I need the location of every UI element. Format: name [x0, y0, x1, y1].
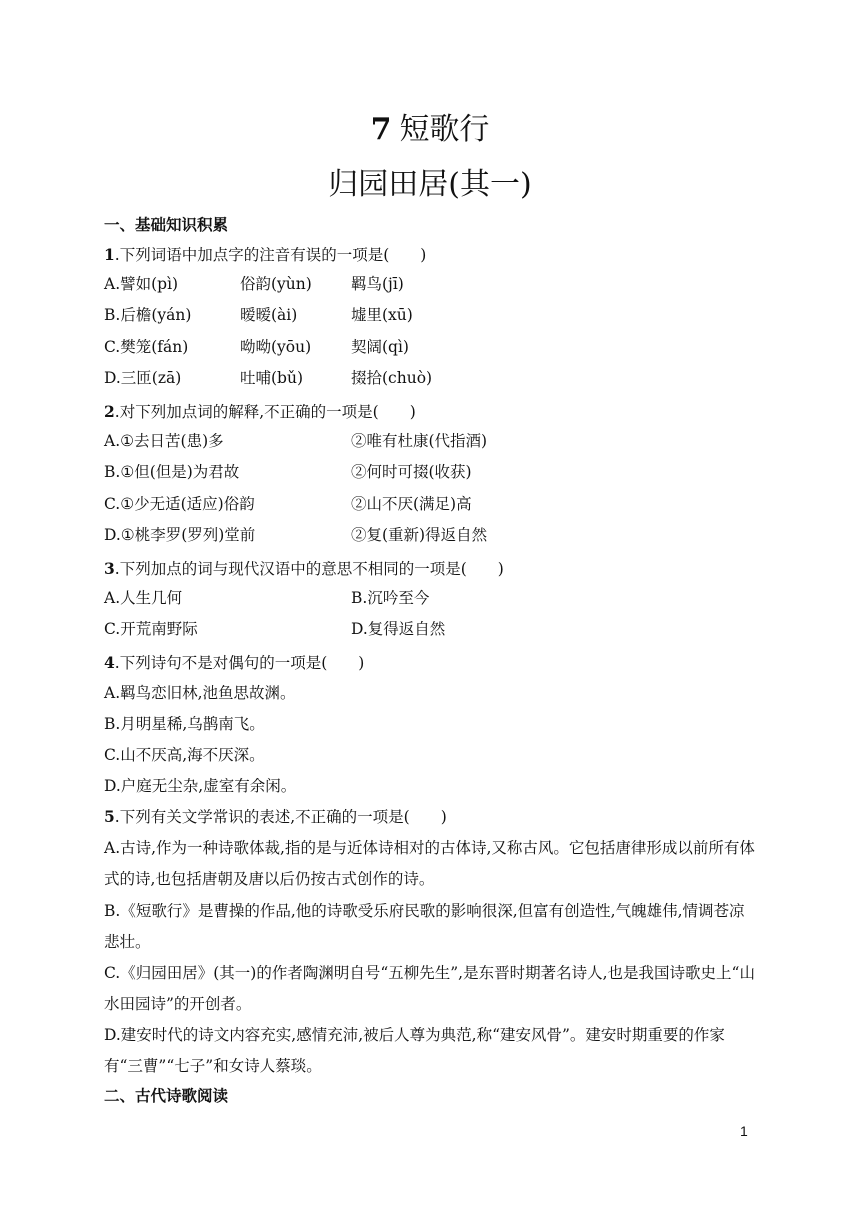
question-stem	[104, 805, 447, 829]
page-number: 1	[740, 1123, 748, 1139]
option-paragraph: A.古诗,作为一种诗歌体裁,指的是与近体诗相对的古体诗,又称古风。它包括唐律形成以前所有体式的诗,也包括唐朝及唐以后仍按古式创作的诗。	[104, 839, 755, 888]
question-stem	[104, 243, 426, 267]
option-cell: B.沉吟至今	[351, 589, 430, 607]
option-cell: 掇拾(chuò)	[351, 369, 433, 387]
lesson-title-main: 短歌行	[399, 112, 490, 147]
option-line: C.山不厌高,海不厌深。	[104, 746, 265, 764]
section-heading: 二、古代诗歌阅读	[104, 1087, 229, 1105]
option-line: D.户庭无尘杂,虚室有余闲。	[104, 777, 297, 795]
question-number: 4	[104, 653, 115, 672]
option-cell: C.开荒南野际	[104, 620, 198, 638]
option-cell: ②何时可掇(收获)	[351, 463, 472, 481]
option-paragraph: D.建安时代的诗文内容充实,感情充沛,被后人尊为典范,称“建安风骨”。建安时期重要的作家有“三曹”“七子”和女诗人蔡琰。	[104, 1026, 725, 1075]
section-heading: 一、基础知识积累	[104, 216, 229, 234]
question-number: 1	[104, 245, 115, 264]
option-cell: D.复得返自然	[351, 620, 446, 638]
option-cell: ②唯有杜康(代指酒)	[351, 432, 488, 450]
option-cell: D.①桃李罗(罗列)堂前	[104, 526, 256, 544]
question-text: .下列词语中加点字的注音有误的一项是( )	[114, 246, 427, 264]
option-paragraph: C.《归园田居》(其一)的作者陶渊明自号“五柳先生”,是东晋时期著名诗人,也是我国诗歌史上“山水田园诗”的开创者。	[104, 964, 755, 1013]
option-cell: 墟里(xū)	[351, 306, 413, 324]
lesson-number: 7	[370, 112, 392, 147]
option-cell: B.后檐(yán)	[104, 306, 192, 324]
question-text: .下列诗句不是对偶句的一项是( )	[114, 654, 365, 672]
option-cell: 羁鸟(jī)	[351, 275, 404, 293]
question-number: 2	[104, 402, 115, 421]
option-line: B.月明星稀,乌鹊南飞。	[104, 715, 265, 733]
option-paragraph: B.《短歌行》是曹操的作品,他的诗歌受乐府民歌的影响很深,但富有创造性,气魄雄伟,情调苍凉悲壮。	[104, 902, 745, 951]
question-text: .对下列加点词的解释,不正确的一项是( )	[114, 403, 416, 421]
lesson-subtitle: 归园田居(其一)	[328, 167, 532, 202]
option-cell: 暧暧(ài)	[240, 306, 298, 324]
option-cell: C.①少无适(适应)俗韵	[104, 495, 255, 513]
option-cell: B.①但(但是)为君故	[104, 463, 240, 481]
question-stem	[104, 557, 504, 581]
option-cell: D.三匝(zā)	[104, 369, 182, 387]
question-number: 3	[104, 559, 115, 578]
option-cell: 契阔(qì)	[351, 338, 409, 356]
option-cell: ②复(重新)得返自然	[351, 526, 488, 544]
option-cell: ②山不厌(满足)高	[351, 495, 472, 513]
option-line: A.羁鸟恋旧林,池鱼思故渊。	[104, 684, 296, 702]
question-text: .下列加点的词与现代汉语中的意思不相同的一项是( )	[114, 560, 504, 578]
question-text: .下列有关文学常识的表述,不正确的一项是( )	[114, 808, 447, 826]
option-cell: A.譬如(pì)	[104, 275, 179, 293]
option-cell: A.①去日苦(患)多	[104, 432, 224, 450]
option-cell: A.人生几何	[104, 589, 183, 607]
question-number: 5	[104, 807, 115, 826]
question-stem	[104, 651, 364, 675]
lesson-title	[0, 110, 860, 150]
option-cell: C.樊笼(fán)	[104, 338, 189, 356]
option-cell: 吐哺(bǔ)	[240, 369, 303, 387]
option-cell: 俗韵(yùn)	[240, 275, 312, 293]
question-stem	[104, 400, 416, 424]
option-cell: 呦呦(yōu)	[240, 338, 312, 356]
